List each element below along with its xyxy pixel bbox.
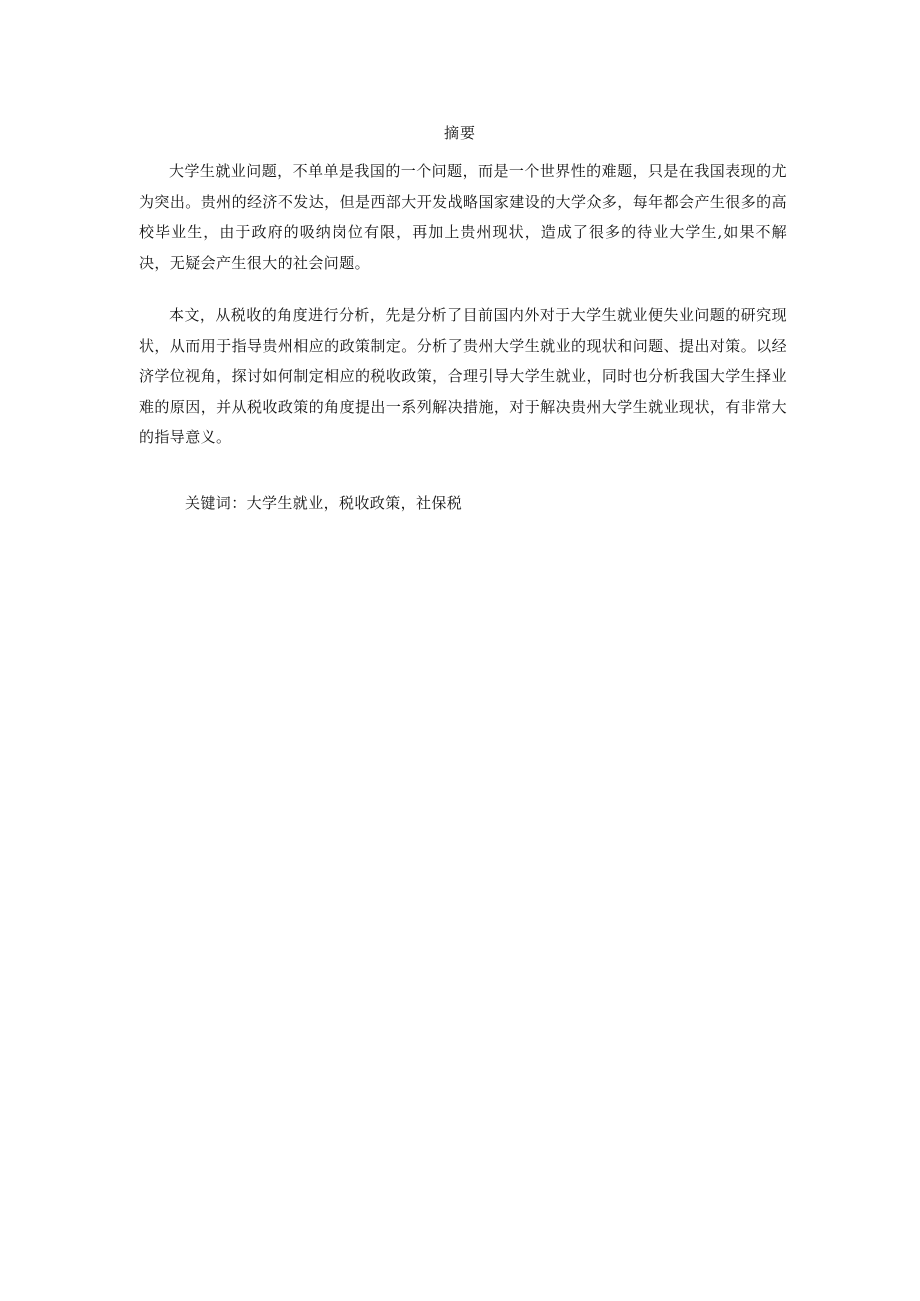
abstract-paragraph-1: 大学生就业问题，不单单是我国的一个问题，而是一个世界性的难题，只是在我国表现的尤为突出。贵州的经济不发达，但是西部大开发战略国家建设的大学众多，每年都会产生很多的高校毕业生，由于政府的吸纳岗位有限，再加上贵州现状，造成了很多的待业大学生,如果不解决，无疑会产生很大的社会问题。 [139,162,787,272]
keywords-line [185,488,462,518]
keywords-text: 大学生就业，税收政策，社保税 [246,494,463,512]
abstract-title: 摘要 [443,124,476,142]
abstract-paragraph-2: 本文，从税收的角度进行分析，先是分析了目前国内外对于大学生就业便失业问题的研究现状，从而用于指导贵州相应的政策制定。分析了贵州大学生就业的现状和问题、提出对策。以经济学位视角，探讨如何制定相应的税收政策，合理引导大学生就业，同时也分析我国大学生择业难的原因，并从税收政策的角度提出一系列解决措施，对于解决贵州大学生就业现状，有非常大的指导意义。 [139,306,787,446]
keywords-label: 关键词： [185,494,247,512]
